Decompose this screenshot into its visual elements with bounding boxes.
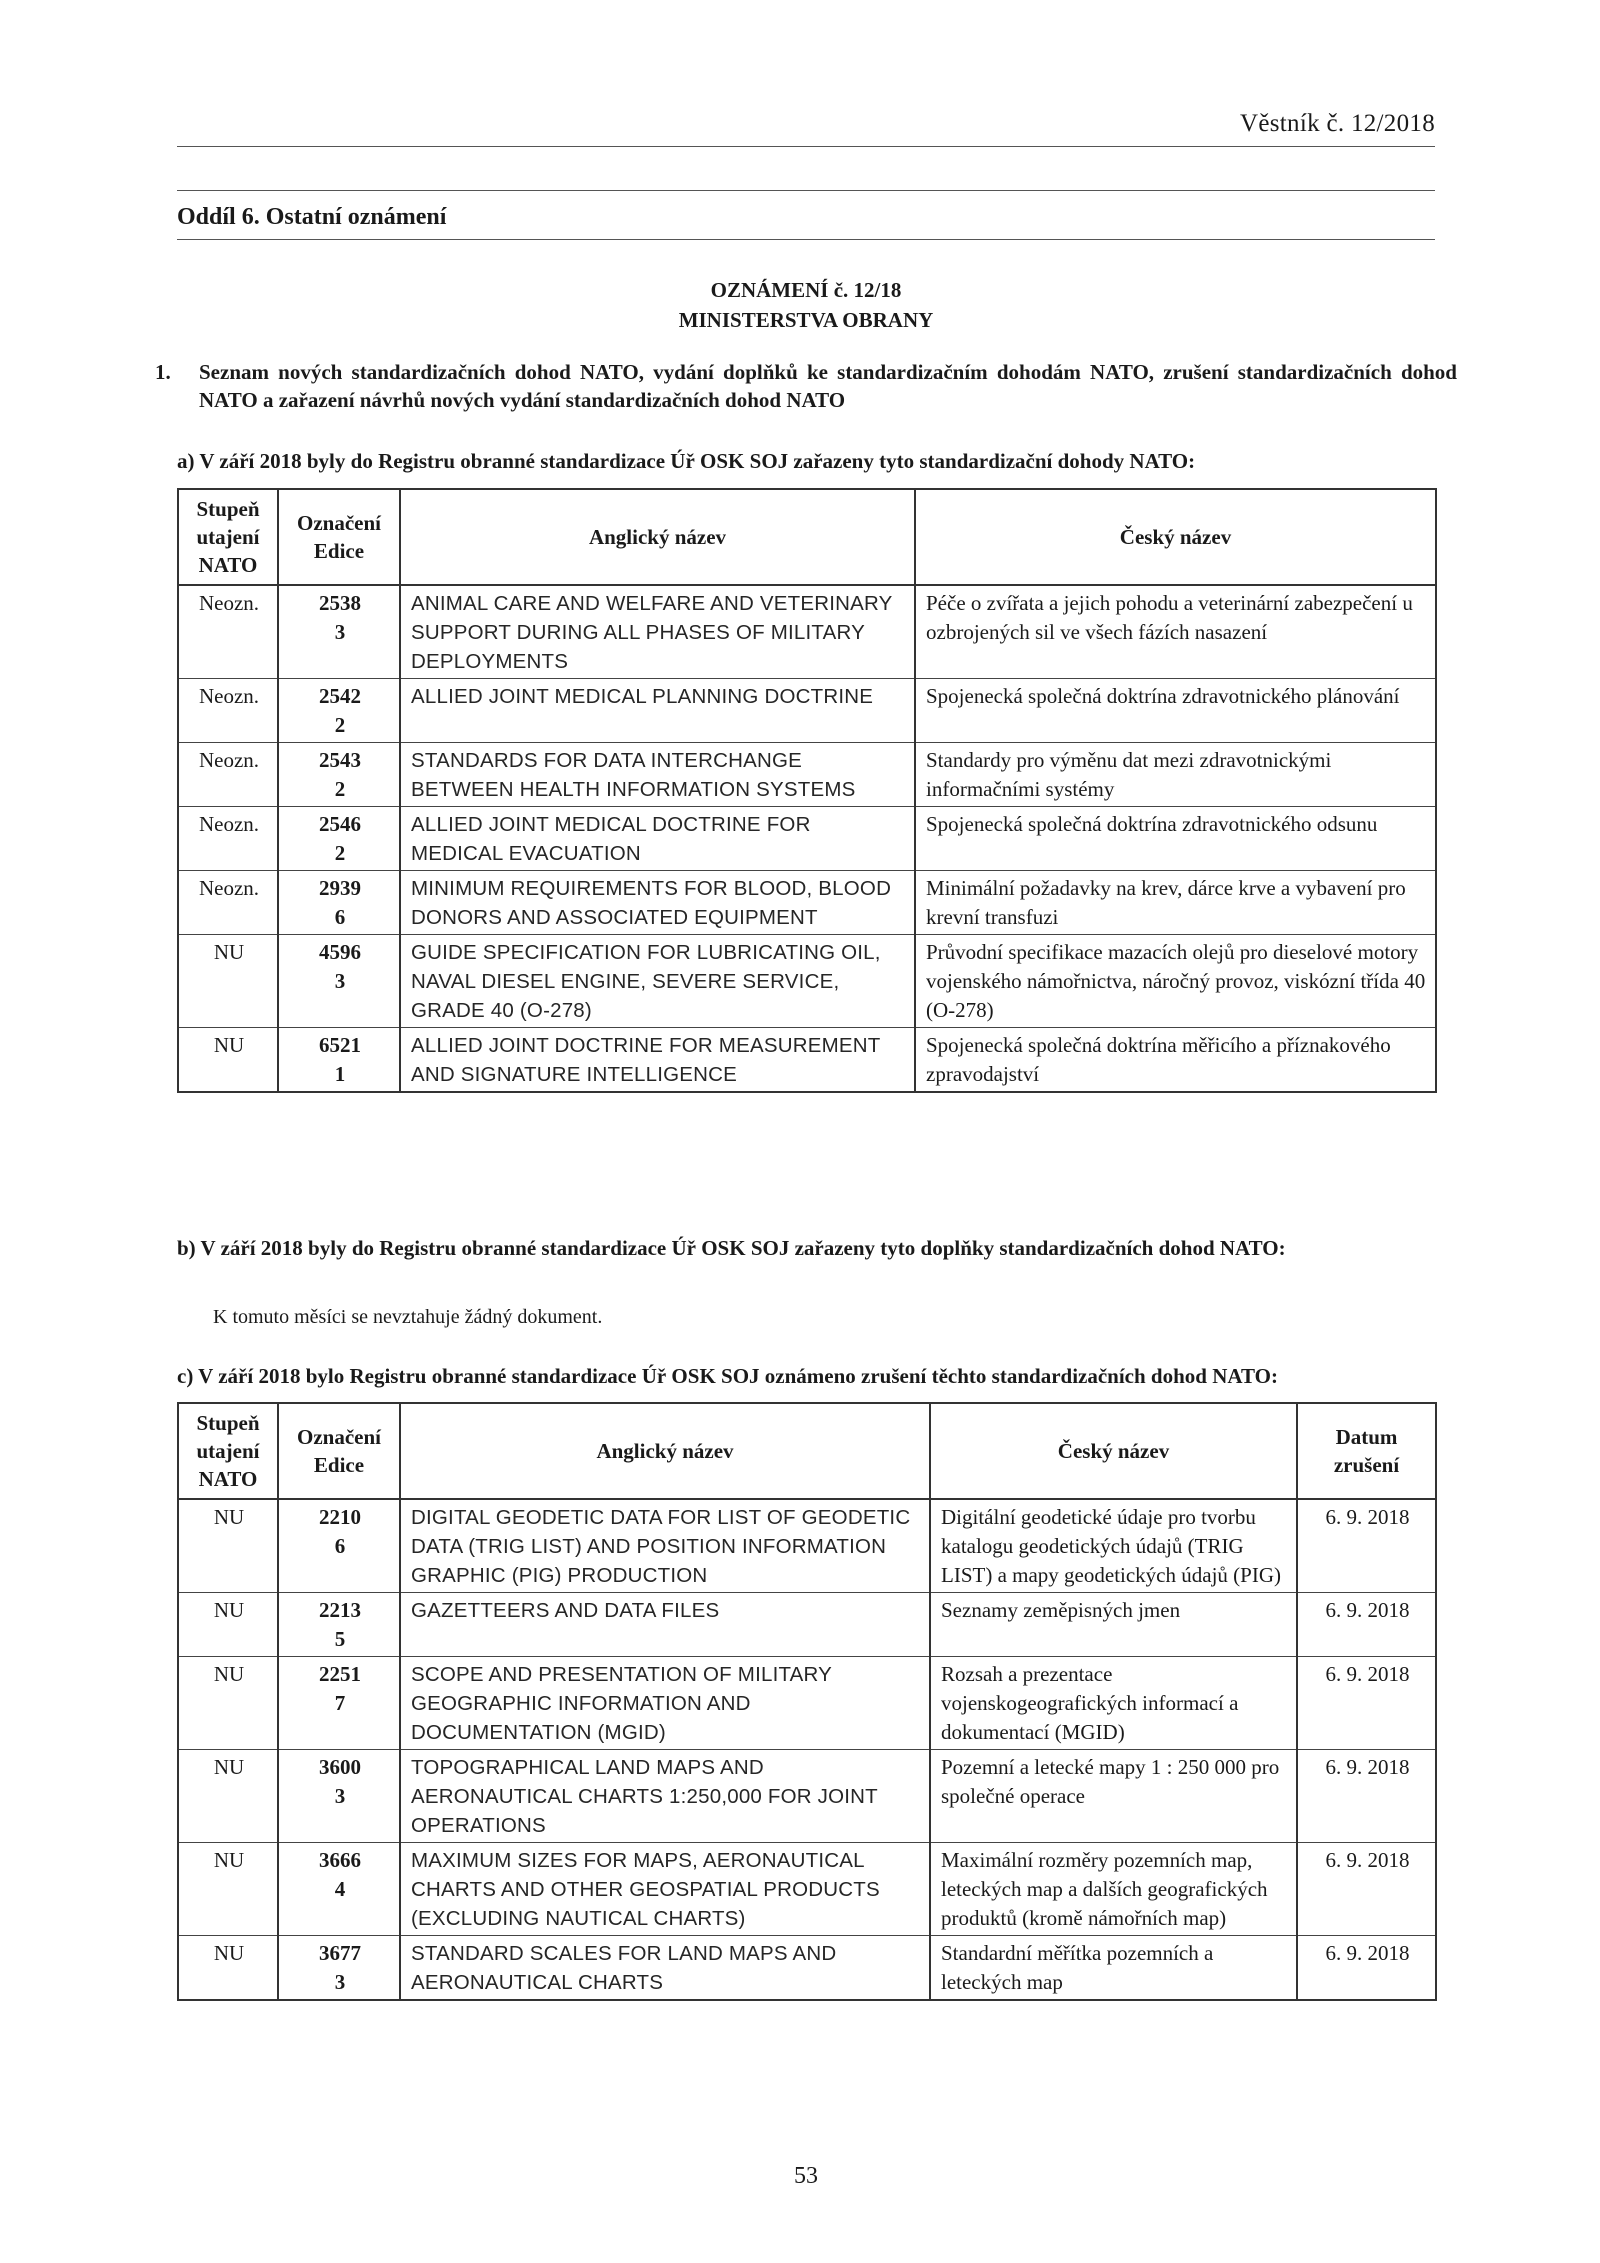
agreement-number: 3600	[319, 1755, 361, 1779]
col-header-id: Označení Edice	[278, 1403, 400, 1499]
czech-title-cell: Pozemní a letecké mapy 1 : 250 000 pro společné operace	[930, 1750, 1297, 1843]
classification-cell: Neozn.	[178, 871, 278, 935]
table-row	[178, 585, 1436, 679]
table-row	[178, 1657, 1436, 1750]
notice-title	[177, 275, 1435, 335]
col-header-cz: Český název	[930, 1403, 1297, 1499]
czech-title-cell: Průvodní specifikace mazacích olejů pro dieselové motory vojenského námořnictva, náročný provoz, viskózní třída 40 (O-278)	[915, 935, 1436, 1028]
agreement-edition: 4	[334, 1877, 346, 1901]
agreement-number: 2546	[319, 812, 361, 836]
czech-title-cell: Spojenecká společná doktrína zdravotnického plánování	[915, 679, 1436, 743]
cancel-date-cell: 6. 9. 2018	[1297, 1843, 1436, 1936]
agreement-number: 2538	[319, 591, 361, 615]
agreement-id-cell	[278, 679, 400, 743]
section-c-heading: c) V září 2018 bylo Registru obranné standardizace Úř OSK SOJ oznámeno zrušení těchto standardizačních dohod NATO:	[177, 1364, 1278, 1388]
czech-title-cell: Minimální požadavky na krev, dárce krve a vybavení pro krevní transfuzi	[915, 871, 1436, 935]
english-title-cell: GUIDE SPECIFICATION FOR LUBRICATING OIL, NAVAL DIESEL ENGINE, SEVERE SERVICE, GRADE 40 (O-278)	[400, 935, 915, 1028]
czech-title-cell: Standardní měřítka pozemních a leteckých map	[930, 1936, 1297, 2001]
english-title-cell: MAXIMUM SIZES FOR MAPS, AERONAUTICAL CHARTS AND OTHER GEOSPATIAL PRODUCTS (EXCLUDING NAUTICAL CHARTS)	[400, 1843, 930, 1936]
agreement-number: 6521	[319, 1033, 361, 1057]
table-row	[178, 1843, 1436, 1936]
agreement-edition: 3	[334, 969, 346, 993]
czech-title-cell: Maximální rozměry pozemních map, leteckých map a dalších geografických produktů (kromě námořních map)	[930, 1843, 1297, 1936]
page-number: 53	[794, 2163, 818, 2189]
table-header-row	[178, 1403, 1436, 1499]
intro-text: Seznam nových standardizačních dohod NATO, vydání doplňků ke standardizačním dohodám NATO, zrušení standardizačních dohod NATO a zařazení návrhů nových vydání standardizačních dohod NATO	[199, 360, 1457, 412]
agreement-edition: 7	[334, 1691, 346, 1715]
agreement-id-cell	[278, 1750, 400, 1843]
english-title-cell: STANDARDS FOR DATA INTERCHANGE BETWEEN HEALTH INFORMATION SYSTEMS	[400, 743, 915, 807]
table-row	[178, 1499, 1436, 1593]
english-title-cell: ALLIED JOINT MEDICAL DOCTRINE FOR MEDICAL EVACUATION	[400, 807, 915, 871]
agreement-number: 3677	[319, 1941, 361, 1965]
cancel-date-cell: 6. 9. 2018	[1297, 1750, 1436, 1843]
table-row	[178, 1593, 1436, 1657]
agreement-edition: 5	[334, 1627, 346, 1651]
agreement-number: 3666	[319, 1848, 361, 1872]
czech-title-cell: Spojenecká společná doktrína zdravotnického odsunu	[915, 807, 1436, 871]
agreement-number: 2251	[319, 1662, 361, 1686]
agreement-number: 2213	[319, 1598, 361, 1622]
cancel-date-cell: 6. 9. 2018	[1297, 1657, 1436, 1750]
classification-cell: NU	[178, 1843, 278, 1936]
col-header-en: Anglický název	[400, 489, 915, 585]
header-rule	[177, 146, 1435, 147]
table-new-agreements	[177, 488, 1437, 1093]
agreement-edition: 6	[334, 1534, 346, 1558]
section-a-heading: a) V září 2018 byly do Registru obranné standardizace Úř OSK SOJ zařazeny tyto standardizační dohody NATO:	[177, 449, 1196, 473]
czech-title-cell: Péče o zvířata a jejich pohodu a veterinární zabezpečení u ozbrojených sil ve všech fázích nasazení	[915, 585, 1436, 679]
classification-cell: NU	[178, 1936, 278, 2001]
notice-title-line1: OZNÁMENÍ č. 12/18	[710, 278, 902, 302]
table-row	[178, 935, 1436, 1028]
intro-paragraph	[155, 358, 1457, 414]
agreement-edition: 2	[334, 713, 346, 737]
classification-cell: Neozn.	[178, 585, 278, 679]
running-head: Věstník č. 12/2018	[1240, 110, 1435, 137]
cancel-date-cell: 6. 9. 2018	[1297, 1936, 1436, 2001]
agreement-edition: 3	[334, 620, 346, 644]
table-row	[178, 1028, 1436, 1093]
english-title-cell: TOPOGRAPHICAL LAND MAPS AND AERONAUTICAL CHARTS 1:250,000 FOR JOINT OPERATIONS	[400, 1750, 930, 1843]
table-row	[178, 1936, 1436, 2001]
czech-title-cell: Digitální geodetické údaje pro tvorbu katalogu geodetických údajů (TRIG LIST) a mapy geodetických údajů (PIG)	[930, 1499, 1297, 1593]
classification-cell: NU	[178, 935, 278, 1028]
english-title-cell: GAZETTEERS AND DATA FILES	[400, 1593, 930, 1657]
english-title-cell: ALLIED JOINT DOCTRINE FOR MEASUREMENT AND SIGNATURE INTELLIGENCE	[400, 1028, 915, 1093]
agreement-number: 2210	[319, 1505, 361, 1529]
english-title-cell: ANIMAL CARE AND WELFARE AND VETERINARY SUPPORT DURING ALL PHASES OF MILITARY DEPLOYMENTS	[400, 585, 915, 679]
english-title-cell: DIGITAL GEODETIC DATA FOR LIST OF GEODETIC DATA (TRIG LIST) AND POSITION INFORMATION GRAPHIC (PIG) PRODUCTION	[400, 1499, 930, 1593]
classification-cell: NU	[178, 1657, 278, 1750]
cancel-date-cell: 6. 9. 2018	[1297, 1593, 1436, 1657]
agreement-id-cell	[278, 1028, 400, 1093]
section-rule-bottom	[177, 239, 1435, 240]
agreement-id-cell	[278, 1843, 400, 1936]
agreement-edition: 3	[334, 1970, 346, 1994]
table-cancelled-agreements	[177, 1402, 1437, 2001]
col-header-cz: Český název	[915, 489, 1436, 585]
section-b-note: K tomuto měsíci se nevztahuje žádný dokument.	[213, 1306, 603, 1328]
agreement-number: 2543	[319, 748, 361, 772]
classification-cell: NU	[178, 1593, 278, 1657]
table-header-row	[178, 489, 1436, 585]
table-row	[178, 679, 1436, 743]
english-title-cell: SCOPE AND PRESENTATION OF MILITARY GEOGRAPHIC INFORMATION AND DOCUMENTATION (MGID)	[400, 1657, 930, 1750]
czech-title-cell: Standardy pro výměnu dat mezi zdravotnickými informačními systémy	[915, 743, 1436, 807]
agreement-id-cell	[278, 1657, 400, 1750]
english-title-cell: STANDARD SCALES FOR LAND MAPS AND AERONAUTICAL CHARTS	[400, 1936, 930, 2001]
col-header-level: Stupeň utajení NATO	[178, 1403, 278, 1499]
agreement-edition: 1	[334, 1062, 346, 1086]
classification-cell: NU	[178, 1028, 278, 1093]
agreement-id-cell	[278, 807, 400, 871]
classification-cell: Neozn.	[178, 679, 278, 743]
classification-cell: Neozn.	[178, 807, 278, 871]
czech-title-cell: Seznamy zeměpisných jmen	[930, 1593, 1297, 1657]
agreement-id-cell	[278, 1936, 400, 2001]
english-title-cell: MINIMUM REQUIREMENTS FOR BLOOD, BLOOD DONORS AND ASSOCIATED EQUIPMENT	[400, 871, 915, 935]
cancel-date-cell: 6. 9. 2018	[1297, 1499, 1436, 1593]
czech-title-cell: Spojenecká společná doktrína měřicího a příznakového zpravodajství	[915, 1028, 1436, 1093]
section-title: Oddíl 6. Ostatní oznámení	[177, 204, 447, 230]
col-header-level: Stupeň utajení NATO	[178, 489, 278, 585]
classification-cell: NU	[178, 1499, 278, 1593]
section-rule-top	[177, 190, 1435, 191]
classification-cell: Neozn.	[178, 743, 278, 807]
agreement-id-cell	[278, 1593, 400, 1657]
notice-title-line2: MINISTERSTVA OBRANY	[678, 308, 934, 332]
agreement-number: 2939	[319, 876, 361, 900]
agreement-edition: 6	[334, 905, 346, 929]
table-row	[178, 871, 1436, 935]
classification-cell: NU	[178, 1750, 278, 1843]
agreement-number: 4596	[319, 940, 361, 964]
czech-title-cell: Rozsah a prezentace vojenskogeografických informací a dokumentací (MGID)	[930, 1657, 1297, 1750]
col-header-date: Datum zrušení	[1297, 1403, 1436, 1499]
agreement-id-cell	[278, 743, 400, 807]
col-header-en: Anglický název	[400, 1403, 930, 1499]
intro-number: 1.	[155, 360, 171, 384]
agreement-id-cell	[278, 871, 400, 935]
section-b-heading: b) V září 2018 byly do Registru obranné standardizace Úř OSK SOJ zařazeny tyto doplňky standardizačních dohod NATO:	[177, 1236, 1286, 1260]
agreement-edition: 2	[334, 841, 346, 865]
agreement-edition: 3	[334, 1784, 346, 1808]
english-title-cell: ALLIED JOINT MEDICAL PLANNING DOCTRINE	[400, 679, 915, 743]
table-row	[178, 807, 1436, 871]
agreement-id-cell	[278, 1499, 400, 1593]
agreement-id-cell	[278, 935, 400, 1028]
agreement-number: 2542	[319, 684, 361, 708]
col-header-id: Označení Edice	[278, 489, 400, 585]
table-row	[178, 743, 1436, 807]
agreement-id-cell	[278, 585, 400, 679]
table-row	[178, 1750, 1436, 1843]
agreement-edition: 2	[334, 777, 346, 801]
